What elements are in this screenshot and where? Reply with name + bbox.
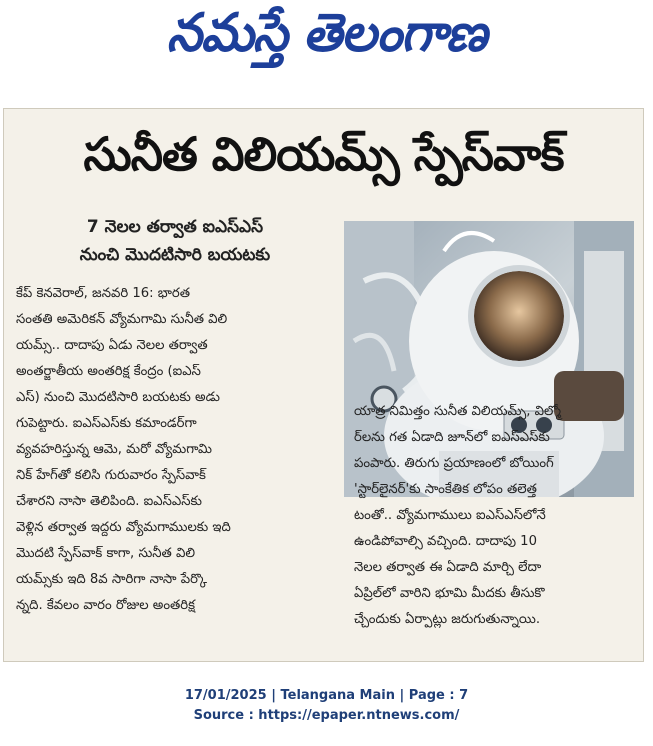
body-line: ఏప్రిల్‌లో వారిని భూమి మీదకు తీసుకొ — [354, 586, 545, 601]
body-line: పంపారు. తిరుగు ప్రయాణంలో బోయింగ్ — [354, 456, 554, 471]
body-line: వ్యవహరిస్తున్న ఆమె, మరో వ్యోమగామి — [16, 442, 212, 457]
subheadline-line: 7 నెలల తర్వాత ఐఎస్‌ఎస్ — [86, 217, 264, 237]
body-line: నెలల తర్వాత ఈ ఏడాది మార్చి లేదా — [354, 560, 542, 575]
body-line: న్నది. కేవలం వారం రోజుల అంతరిక్ష — [16, 598, 195, 613]
body-line: ఎస్) నుంచి మొదటిసారి బయటకు అడు — [16, 390, 220, 405]
body-line: సంతతి అమెరికన్ వ్యోమగామి సునీత విలి — [16, 312, 228, 327]
body-line: చేశారని నాసా తెలిపింది. ఐఎస్‌ఎస్‌కు — [16, 494, 202, 509]
body-line: వెళ్లిన తర్వాత ఇద్దరు వ్యోమగాములకు ఇది — [16, 520, 231, 535]
article-headline: సునీత విలియమ్స్ స్పేస్‌వాక్ — [83, 127, 564, 181]
article-subheadline — [14, 213, 336, 269]
source-link[interactable]: Source : https://epaper.ntnews.com/ — [193, 708, 460, 723]
article-body-column-right — [354, 399, 632, 633]
body-line: ర్‌లను గత ఏడాది జూన్‌లో ఐఎస్‌ఎస్‌కు — [354, 430, 550, 445]
body-line: గుపెట్టారు. ఐఎస్‌ఎస్‌కు కమాండర్‌గా — [16, 416, 197, 431]
body-line: యమ్స్.. దాదాపు ఏడు నెలల తర్వాత — [16, 338, 208, 353]
source-footer — [0, 686, 653, 726]
body-line: కేప్ కెనవెరాల్, జనవరి 16: భారత — [16, 286, 190, 301]
body-line: అంతర్జాతీయ అంతరిక్ష కేంద్రం (ఐఎస్ — [16, 364, 201, 379]
body-line: యమ్స్‌కు ఇది 8వ సారిగా నాసా పేర్కొ — [16, 572, 208, 587]
body-line: నిక్ హేగ్‌తో కలిసి గురువారం స్పేస్‌వాక్ — [16, 468, 206, 483]
edition-info: 17/01/2025 | Telangana Main | Page : 7 — [184, 688, 469, 703]
newspaper-logo-title: నమస్తే తెలంగాణ — [166, 1, 487, 63]
body-line: మొదటి స్పేస్‌వాక్ కాగా, సునీత విలి — [16, 546, 196, 561]
masthead — [0, 0, 653, 78]
article-clipping — [3, 108, 644, 662]
body-line: టంతో.. వ్యోమగాములు ఐఎస్‌ఎస్‌లోనే — [354, 508, 546, 523]
body-line: యాత్ర నిమిత్తం సునీత విలియమ్స్, విల్మో — [354, 404, 561, 419]
body-line: 'స్టార్‌లైనర్'కు సాంకేతిక లోపం తలెత్త — [354, 482, 537, 497]
body-line: ఉండిపోవాల్సి వచ్చింది. దాదాపు 10 — [354, 534, 537, 549]
article-body-column-left — [16, 281, 334, 619]
body-line: చ్చేందుకు ఏర్పాట్లు జరుగుతున్నాయి. — [354, 612, 541, 627]
subheadline-line: నుంచి మొదటిసారి బయటకు — [79, 245, 271, 265]
